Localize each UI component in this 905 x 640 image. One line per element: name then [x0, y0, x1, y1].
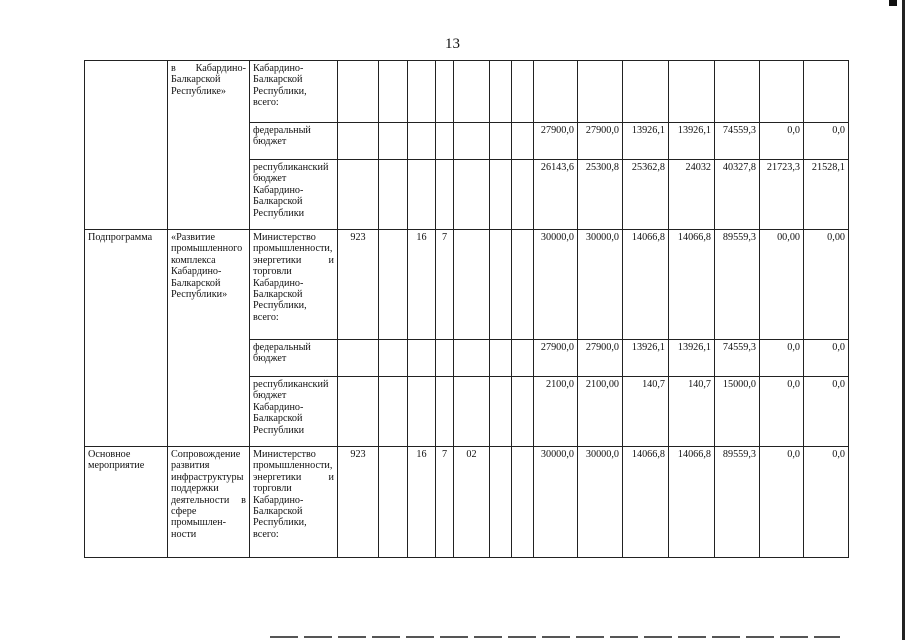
value-cell: 21528,1: [804, 160, 849, 230]
value-cell: 14066,8: [669, 447, 715, 558]
value-cell: 13926,1: [623, 123, 669, 160]
value-cell: 0,00: [804, 230, 849, 340]
code-cell: [512, 230, 534, 340]
table-row: [85, 230, 849, 340]
executor-cell: Министерство промышленности, энергетики и торговли Кабардино-Балкарской Республики, всего:: [250, 230, 338, 340]
executor-cell: Кабардино-Балкарской Республики, всего:: [250, 61, 338, 123]
code-cell: 7: [436, 447, 454, 558]
value-cell: [534, 61, 578, 123]
value-cell: 14066,8: [623, 230, 669, 340]
value-cell: [715, 61, 760, 123]
value-cell: 27900,0: [578, 123, 623, 160]
table-row: [85, 447, 849, 558]
code-cell: [512, 160, 534, 230]
code-cell: [512, 61, 534, 123]
code-cell: 923: [338, 447, 379, 558]
value-cell: 89559,3: [715, 230, 760, 340]
value-cell: 0,0: [760, 123, 804, 160]
code-cell: [490, 377, 512, 447]
value-cell: 74559,3: [715, 340, 760, 377]
value-cell: 27900,0: [534, 123, 578, 160]
code-cell: 923: [338, 230, 379, 340]
code-cell: [454, 123, 490, 160]
code-cell: [436, 160, 454, 230]
code-cell: 02: [454, 447, 490, 558]
code-cell: 16: [408, 447, 436, 558]
value-cell: 14066,8: [669, 230, 715, 340]
value-cell: 0,0: [760, 447, 804, 558]
code-cell: [338, 377, 379, 447]
value-cell: 0,0: [804, 340, 849, 377]
code-cell: [454, 230, 490, 340]
value-cell: 0,0: [760, 340, 804, 377]
value-cell: [760, 61, 804, 123]
code-cell: [436, 340, 454, 377]
code-cell: [436, 377, 454, 447]
value-cell: 26143,6: [534, 160, 578, 230]
value-cell: 2100,0: [534, 377, 578, 447]
code-cell: [490, 123, 512, 160]
code-cell: [454, 340, 490, 377]
code-cell: 7: [436, 230, 454, 340]
code-cell: [338, 340, 379, 377]
scan-artifact: [270, 636, 840, 638]
code-cell: [490, 61, 512, 123]
value-cell: 14066,8: [623, 447, 669, 558]
executor-cell: республиканский бюджет Кабардино-Балкарской Республики: [250, 160, 338, 230]
code-cell: [408, 123, 436, 160]
program-name-cell: «Развитие промышленного комплекса Кабардино-Балкарской Республики»: [168, 230, 250, 447]
code-cell: [490, 447, 512, 558]
code-cell: [408, 61, 436, 123]
value-cell: [623, 61, 669, 123]
code-cell: [512, 123, 534, 160]
code-cell: [379, 61, 408, 123]
page-number: 13: [445, 36, 460, 52]
level-cell: Подпрограмма: [85, 230, 168, 447]
value-cell: 0,0: [804, 123, 849, 160]
value-cell: 25362,8: [623, 160, 669, 230]
code-cell: [490, 230, 512, 340]
value-cell: 30000,0: [578, 447, 623, 558]
value-cell: [669, 61, 715, 123]
code-cell: [338, 160, 379, 230]
code-cell: [338, 61, 379, 123]
code-cell: [454, 61, 490, 123]
value-cell: 15000,0: [715, 377, 760, 447]
value-cell: 0,0: [760, 377, 804, 447]
code-cell: [408, 377, 436, 447]
budget-table: [84, 60, 849, 558]
executor-cell: Министерство промышленности, энергетики и торговли Кабардино-Балкарской Республики, всего:: [250, 447, 338, 558]
value-cell: 27900,0: [578, 340, 623, 377]
code-cell: [408, 160, 436, 230]
level-cell: Основное мероприятие: [85, 447, 168, 558]
value-cell: 30000,0: [578, 230, 623, 340]
value-cell: 140,7: [669, 377, 715, 447]
value-cell: 30000,0: [534, 447, 578, 558]
code-cell: [454, 377, 490, 447]
value-cell: 140,7: [623, 377, 669, 447]
value-cell: 74559,3: [715, 123, 760, 160]
value-cell: 89559,3: [715, 447, 760, 558]
value-cell: 0,0: [804, 377, 849, 447]
code-cell: 16: [408, 230, 436, 340]
code-cell: [379, 230, 408, 340]
value-cell: 24032: [669, 160, 715, 230]
table-row: [85, 61, 849, 123]
code-cell: [379, 340, 408, 377]
code-cell: [454, 160, 490, 230]
value-cell: [578, 61, 623, 123]
executor-cell: республиканский бюджет Кабардино-Балкарской Республики: [250, 377, 338, 447]
value-cell: 30000,0: [534, 230, 578, 340]
code-cell: [379, 160, 408, 230]
code-cell: [490, 160, 512, 230]
code-cell: [379, 123, 408, 160]
value-cell: [804, 61, 849, 123]
value-cell: 13926,1: [623, 340, 669, 377]
executor-cell: федеральный бюджет: [250, 123, 338, 160]
level-cell: [85, 61, 168, 230]
value-cell: 00,00: [760, 230, 804, 340]
code-cell: [379, 377, 408, 447]
value-cell: 25300,8: [578, 160, 623, 230]
value-cell: 40327,8: [715, 160, 760, 230]
code-cell: [408, 340, 436, 377]
program-name-cell: в Кабардино-Балкарской Республике»: [168, 61, 250, 230]
code-cell: [512, 340, 534, 377]
value-cell: 13926,1: [669, 340, 715, 377]
value-cell: 0,0: [804, 447, 849, 558]
code-cell: [379, 447, 408, 558]
value-cell: 13926,1: [669, 123, 715, 160]
code-cell: [512, 377, 534, 447]
value-cell: 2100,00: [578, 377, 623, 447]
code-cell: [436, 123, 454, 160]
scan-artifact: [889, 0, 897, 6]
code-cell: [490, 340, 512, 377]
value-cell: 21723,3: [760, 160, 804, 230]
executor-cell: федеральный бюджет: [250, 340, 338, 377]
code-cell: [338, 123, 379, 160]
program-name-cell: Сопровождение развития инфраструктуры поддержки деятельности в сфере промышлен-ности: [168, 447, 250, 558]
value-cell: 27900,0: [534, 340, 578, 377]
code-cell: [512, 447, 534, 558]
code-cell: [436, 61, 454, 123]
